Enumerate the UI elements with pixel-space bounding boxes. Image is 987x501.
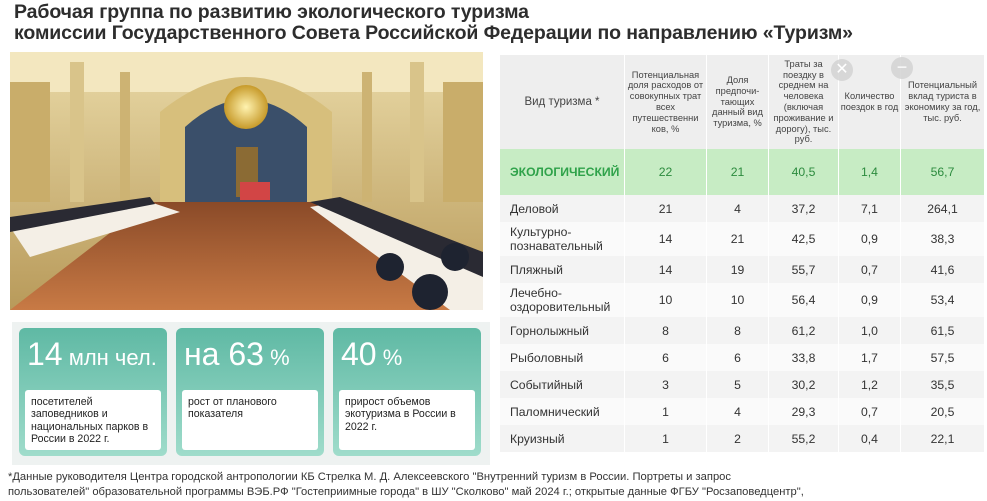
- table-cell-type: Паломнический: [500, 398, 625, 425]
- minus-icon[interactable]: −: [891, 57, 913, 79]
- table-cell: 55,7: [769, 256, 839, 283]
- table-cell: 61,5: [901, 317, 985, 344]
- table-cell-type: Горнолыжный: [500, 317, 625, 344]
- table-cell: 21: [707, 222, 769, 256]
- stats-cards-panel: [12, 322, 490, 465]
- table-row: [500, 317, 985, 344]
- stat-card-visitors: [19, 328, 167, 456]
- table-cell: 29,3: [769, 398, 839, 425]
- col-header-contribution: Потенциальный вклад туриста в экономику за год, тыс. руб.: [901, 55, 985, 149]
- table-cell: 4: [707, 195, 769, 222]
- footnote-line-1: *Данные руководителя Центра городской антропологии КБ Стрелка М. Д. Алексеевского "Внутренний туризм в России. Портреты и запрос: [8, 471, 731, 483]
- col-header-trips-per-year: Количество поездок в год: [839, 55, 901, 149]
- kremlin-hall-photo: [10, 52, 483, 310]
- stat-card-growth-desc: рост от планового показателя: [182, 390, 318, 450]
- table-cell: 53,4: [901, 283, 985, 317]
- table-cell-type: Лечебно-оздоровительный: [500, 283, 625, 317]
- table-cell: 1: [625, 425, 707, 452]
- table-cell-type: Культурно-познавательный: [500, 222, 625, 256]
- stat-card-visitors-desc: посетителей заповедников и национальных парков в России в 2022 г.: [25, 390, 161, 450]
- table-cell: 264,1: [901, 195, 985, 222]
- table-cell: 10: [707, 283, 769, 317]
- col-header-type: Вид туризма *: [500, 55, 625, 149]
- col-header-trip-cost: Траты за поездку в среднем на человека (включая проживание и дорогу), тыс. руб.: [769, 55, 839, 149]
- table-cell: 0,9: [839, 283, 901, 317]
- table-cell: 30,2: [769, 371, 839, 398]
- table-row: [500, 222, 985, 256]
- table-cell: 38,3: [901, 222, 985, 256]
- table-cell: 19: [707, 256, 769, 283]
- stat-card-increase-value: 40 %: [341, 336, 403, 372]
- table-cell: 55,2: [769, 425, 839, 452]
- table-cell: 37,2: [769, 195, 839, 222]
- page-title: [14, 2, 853, 44]
- table-cell: 4: [707, 398, 769, 425]
- table-cell: 0,9: [839, 222, 901, 256]
- table-cell: 14: [625, 256, 707, 283]
- table-cell: 8: [707, 317, 769, 344]
- table-row: [500, 425, 985, 452]
- table-cell: 20,5: [901, 398, 985, 425]
- tourism-types-table: [500, 55, 985, 452]
- table-cell-type: Круизный: [500, 425, 625, 452]
- table-cell: 1,0: [839, 317, 901, 344]
- table-cell: 6: [707, 344, 769, 371]
- title-line-2: комиссии Государственного Совета Российской Федерации по направлению «Туризм»: [14, 22, 853, 44]
- table-row: [500, 195, 985, 222]
- table-row: [500, 256, 985, 283]
- table-cell: 1: [625, 398, 707, 425]
- table-row: [500, 283, 985, 317]
- table-cell: 61,2: [769, 317, 839, 344]
- table-cell: 0,4: [839, 425, 901, 452]
- table-cell: 42,5: [769, 222, 839, 256]
- table-cell: 14: [625, 222, 707, 256]
- table-cell: 40,5: [769, 149, 839, 195]
- table-cell: 33,8: [769, 344, 839, 371]
- table-cell: 3: [625, 371, 707, 398]
- table-cell: 21: [707, 149, 769, 195]
- table-cell: 0,7: [839, 256, 901, 283]
- table-cell: 35,5: [901, 371, 985, 398]
- stat-card-visitors-value: 14 млн чел.: [27, 336, 157, 372]
- stat-card-increase: [333, 328, 481, 456]
- table-cell: 10: [625, 283, 707, 317]
- table-cell: 0,7: [839, 398, 901, 425]
- table-cell-type: Деловой: [500, 195, 625, 222]
- table-cell: 5: [707, 371, 769, 398]
- table-cell: 21: [625, 195, 707, 222]
- col-header-preference: Доля предпочи-тающих данный вид туризма, %: [707, 55, 769, 149]
- col-header-spend-share: Потенциальная доля расходов от совокупных трат всех путешественни ков, %: [625, 55, 707, 149]
- table-row: [500, 398, 985, 425]
- table-row: [500, 149, 985, 195]
- close-icon[interactable]: ✕: [831, 59, 853, 81]
- table-row: [500, 371, 985, 398]
- table-cell: 2: [707, 425, 769, 452]
- table-cell: 8: [625, 317, 707, 344]
- table-cell-type: ЭКОЛОГИЧЕСКИЙ: [500, 149, 625, 195]
- table-cell: 41,6: [901, 256, 985, 283]
- stat-card-growth-value: на 63 %: [184, 336, 290, 372]
- footnote-line-2: пользователей" образовательной программы ВЭБ.РФ "Гостеприимные города" в ШУ "Сколково" май 2024 г.; открытые данные ФГБУ "Росзаповедцентр",: [8, 485, 804, 498]
- title-line-1: Рабочая группа по развитию экологического туризма: [14, 1, 529, 23]
- table-cell: 22: [625, 149, 707, 195]
- stat-card-growth: [176, 328, 324, 456]
- table-cell-type: Рыболовный: [500, 344, 625, 371]
- table-cell: 6: [625, 344, 707, 371]
- stat-card-increase-desc: прирост объемов экотуризма в России в 2022 г.: [339, 390, 475, 450]
- table-cell: 56,4: [769, 283, 839, 317]
- table-cell: 22,1: [901, 425, 985, 452]
- table-cell: 7,1: [839, 195, 901, 222]
- table-cell: 56,7: [901, 149, 985, 195]
- table-cell: 1,4: [839, 149, 901, 195]
- table-cell-type: Событийный: [500, 371, 625, 398]
- table-row: [500, 344, 985, 371]
- table-cell: 1,2: [839, 371, 901, 398]
- footnote: [8, 470, 983, 499]
- table-cell: 1,7: [839, 344, 901, 371]
- table-cell: 57,5: [901, 344, 985, 371]
- table-cell-type: Пляжный: [500, 256, 625, 283]
